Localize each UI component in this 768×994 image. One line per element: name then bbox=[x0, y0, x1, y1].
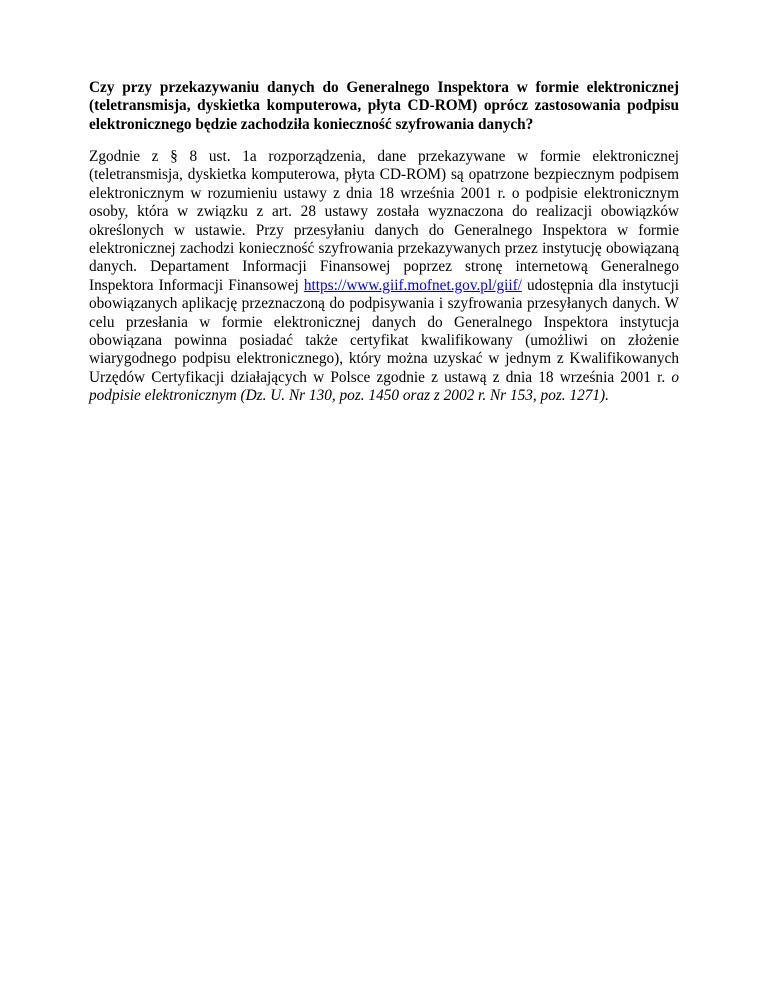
document-page bbox=[89, 79, 679, 406]
answer-text-part1: Zgodnie z § 8 ust. 1a rozporządzenia, dane przekazywane w formie elektronicznej (teletransmisja, dyskietka komputerowa, płyta CD-ROM) są opatrzone bezpiecznym podpisem elektronicznym w rozumieniu ustawy z dnia 18 września 2001 r. o podpisie elektronicznym osoby, która w związku z art. 28 ustawy została wyznaczona do realizacji obowiązków określonych w ustawie. Przy przesyłaniu danych do Generalnego Inspektora w formie elektronicznej zachodzi konieczność szyfrowania przekazywanych przez instytucję obowiązaną danych. Departament Informacji Finansowej poprzez stronę internetową Generalnego Inspektora Informacji Finansowej bbox=[89, 147, 679, 294]
question-heading: Czy przy przekazywaniu danych do Generalnego Inspektora w formie elektronicznej (teletransmisja, dyskietka komputerowa, płyta CD-ROM) oprócz zastosowania podpisu elektronicznego będzie zachodziła konieczność szyfrowania danych? bbox=[89, 79, 679, 133]
answer-text-part2: udostępnia dla instytucji obowiązanych aplikację przeznaczoną do podpisywania i szyfrowania przesyłanych danych. W celu przesłania w formie elektronicznej danych do Generalnego Inspektora instytucja obowiązana powinna posiadać także certyfikat kwalifikowany (umożliwi on złożenie wiarygodnego podpisu elektronicznego), który można uzyskać w jednym z Kwalifikowanych Urzędów Certyfikacji działających w Polsce zgodnie z ustawą z dnia 18 września 2001 r. bbox=[89, 276, 680, 386]
answer-citation: o podpisie elektronicznym (Dz. U. Nr 130, poz. 1450 oraz z 2002 r. Nr 153, poz. 1271). bbox=[89, 368, 679, 405]
answer-paragraph bbox=[89, 148, 679, 406]
giif-website-link[interactable]: https://www.giif.mofnet.gov.pl/giif/ bbox=[303, 276, 522, 294]
